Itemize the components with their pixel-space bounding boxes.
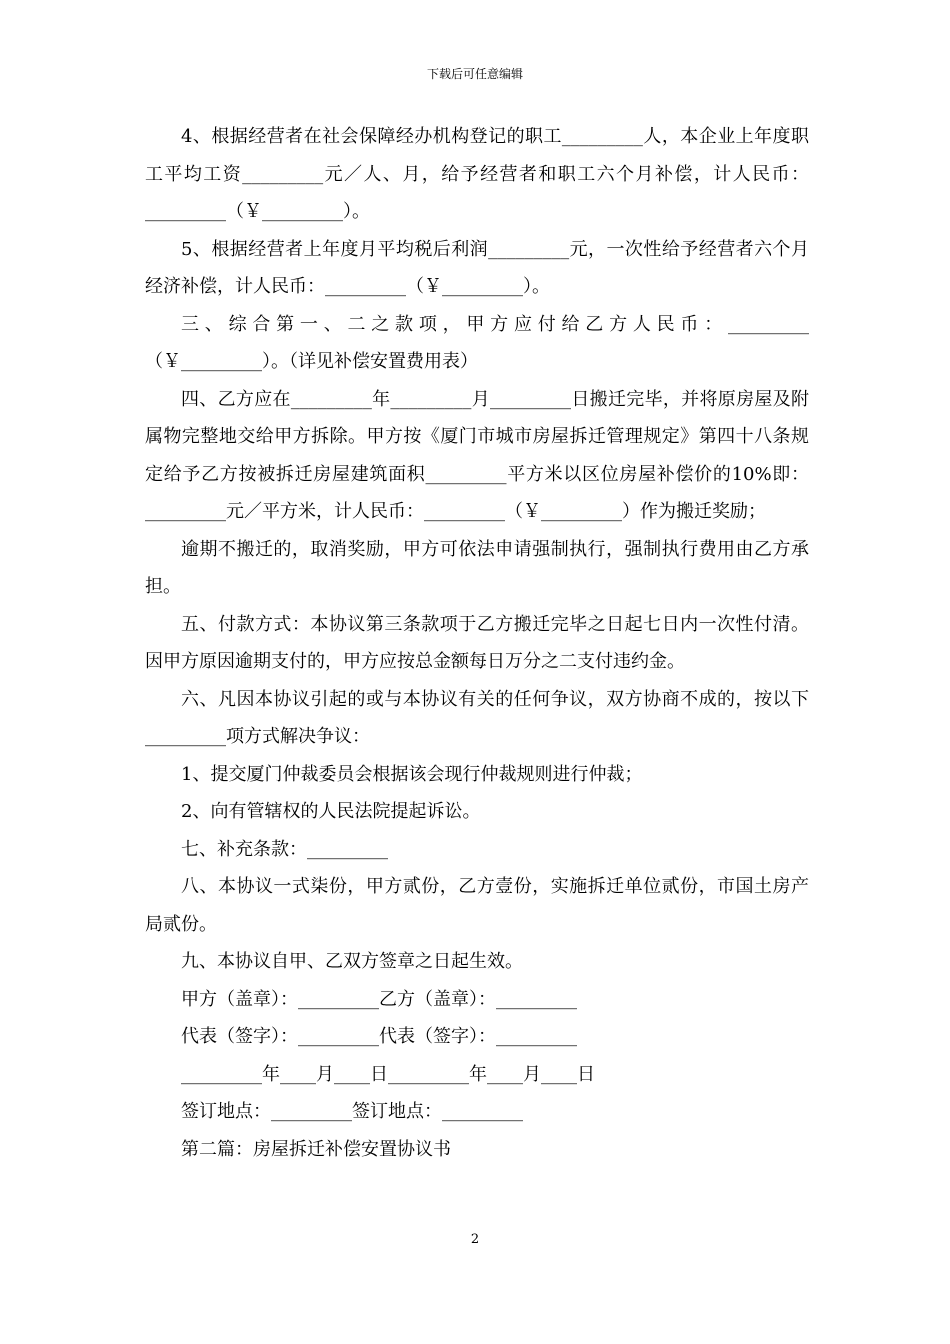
paragraph-section-4: 四、乙方应在_________年_________月_________日搬迁完毕，并将原房屋及附属物完整地交给甲方拆除。甲方按《厦门市城市房屋拆迁管理规定》第四十八条规定给予乙方按被拆迁房屋建筑面积_________平方米以区位房屋补偿价的10%即：_________元／平方米，计人民币：_________（￥_________）作为搬迁奖励； (145, 388, 809, 522)
paragraph-overdue: 逾期不搬迁的，取消奖励，甲方可依法申请强制执行，强制执行费用由乙方承担。 (145, 538, 809, 597)
paragraph-section-9: 九、本协议自甲、乙双方签章之日起生效。 (181, 951, 523, 972)
document-body (145, 118, 809, 1168)
signing-place-line: 签订地点：_________签订地点：_________ (181, 1101, 523, 1122)
paragraph-section-8: 八、本协议一式柒份，甲方贰份，乙方壹份，实施拆迁单位贰份，市国土房产局贰份。 (145, 876, 809, 935)
paragraph-option-2: 2、向有管辖权的人民法院提起诉讼。 (181, 801, 481, 822)
paragraph-section-7: 七、补充条款：_________ (181, 838, 388, 860)
signature-rep-line: 代表（签字）：_________代表（签字）：_________ (181, 1026, 577, 1047)
paragraph-section-6: 六、凡因本协议引起的或与本协议有关的任何争议，双方协商不成的，按以下_________项方式解决争议： (145, 688, 809, 747)
page-number: 2 (470, 1232, 480, 1247)
signature-date-line: _________年____月____日_________年____月____日 (181, 1063, 595, 1085)
paragraph-section-3: 三、综合第一、二之款项，甲方应付给乙方人民币：_________（￥_________）。（详见补偿安置费用表） (145, 313, 809, 372)
signature-seal-line: 甲方（盖章）：_________乙方（盖章）：_________ (181, 988, 577, 1010)
header-note: 下载后可任意编辑 (426, 67, 523, 81)
next-section-title: 第二篇：房屋拆迁补偿安置协议书 (181, 1138, 451, 1160)
paragraph-option-1: 1、提交厦门仲裁委员会根据该会现行仲裁规则进行仲裁； (181, 763, 643, 785)
paragraph-clause-4: 4、根据经营者在社会保障经办机构登记的职工_________人，本企业上年度职工平均工资_________元／人、月，给予经营者和职工六个月补偿，计人民币：_________（￥_________）。 (145, 126, 809, 222)
paragraph-section-5: 五、付款方式：本协议第三条款项于乙方搬迁完毕之日起七日内一次性付清。因甲方原因逾期支付的，甲方应按总金额每日万分之二支付违约金。 (145, 613, 809, 672)
paragraph-clause-5: 5、根据经营者上年度月平均税后利润_________元，一次性给予经营者六个月经济补偿，计人民币：_________（￥_________）。 (145, 238, 809, 297)
